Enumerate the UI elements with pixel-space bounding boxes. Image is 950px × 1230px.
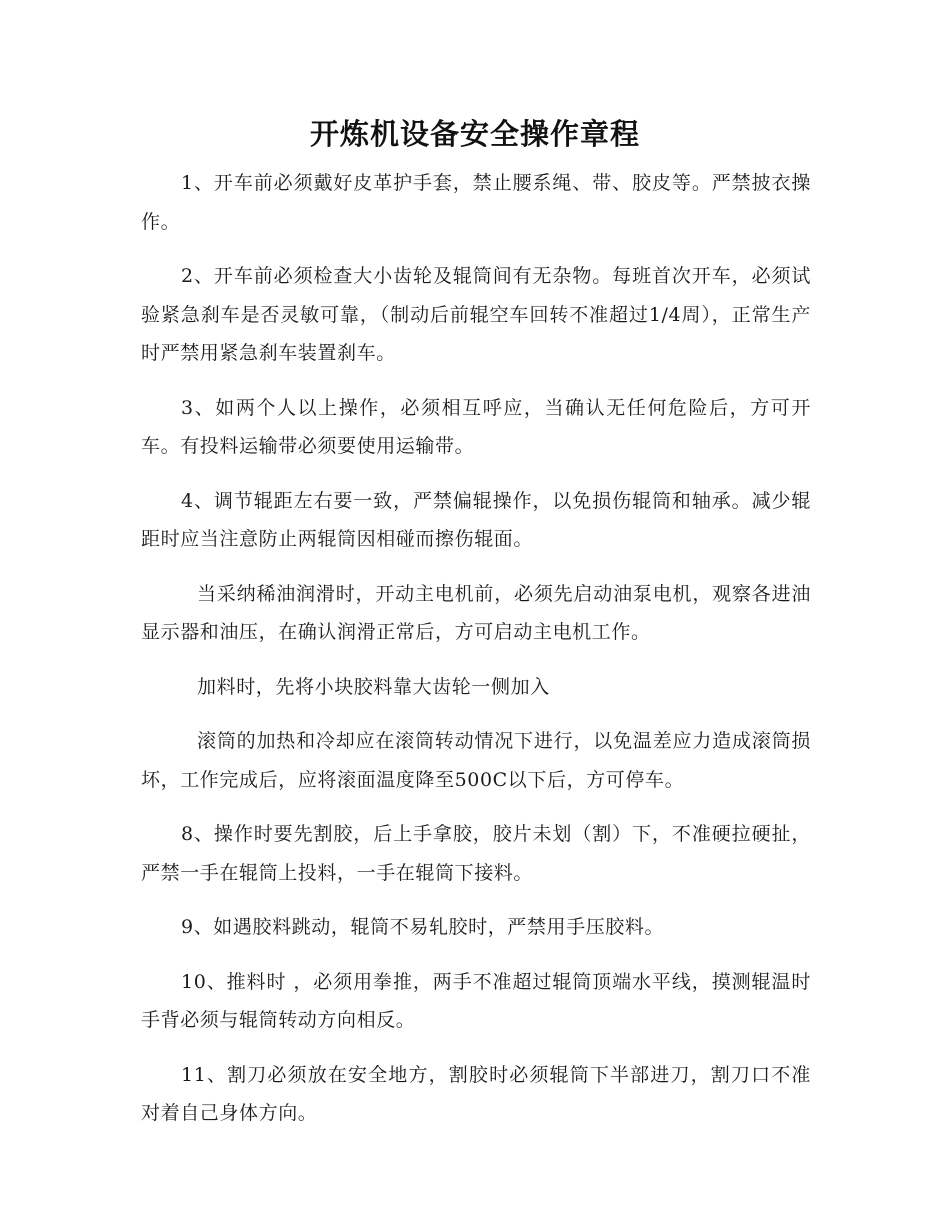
paragraph-5: 当采纳稀油润滑时，开动主电机前，必须先启动油泵电机，观察各进油显示器和油压，在确认润滑正常后，方可启动主电机工作。 [141,582,811,643]
paragraph-11: 11、割刀必须放在安全地方，割胶时必须辊筒下半部进刀，割刀口不准对着自己身体方向。 [141,1063,811,1124]
document-body [141,164,811,1149]
paragraph-9: 9、如遇胶料跳动，辊筒不易轧胶时，严禁用手压胶料。 [181,916,665,938]
paragraph-10: 10、推料时 ，必须用拳推，两手不准超过辊筒顶端水平线，摸测辊温时手背必须与辊筒转动方向相反。 [141,970,811,1031]
paragraph-3: 3、如两个人以上操作，必须相互呼应，当确认无任何危险后，方可开车。有投料运输带必须要使用运输带。 [141,396,811,457]
document-title: 开炼机设备安全操作章程 [309,117,640,151]
paragraph-7: 滚筒的加热和冷却应在滚筒转动情况下进行，以免温差应力造成滚筒损坏，工作完成后，应将滚面温度降至500C以下后，方可停车。 [141,730,811,791]
paragraph-2: 2、开车前必须检查大小齿轮及辊筒间有无杂物。每班首次开车，必须试验紧急刹车是否灵敏可靠，（制动后前辊空车回转不准超过1/4周），正常生产时严禁用紧急刹车装置刹车。 [141,265,811,364]
paragraph-8: 8、操作时要先割胶，后上手拿胶，胶片未划（割）下，不准硬拉硬扯，严禁一手在辊筒上投料，一手在辊筒下接料。 [141,823,811,884]
paragraph-4: 4、调节辊距左右要一致，严禁偏辊操作，以免损伤辊筒和轴承。减少辊距时应当注意防止两辊筒因相碰而擦伤辊面。 [141,489,811,550]
paragraph-6: 加料时，先将小块胶料靠大齿轮一侧加入 [197,675,550,698]
paragraph-1: 1、开车前必须戴好皮革护手套，禁止腰系绳、带、胶皮等。严禁披衣操作。 [141,172,811,233]
